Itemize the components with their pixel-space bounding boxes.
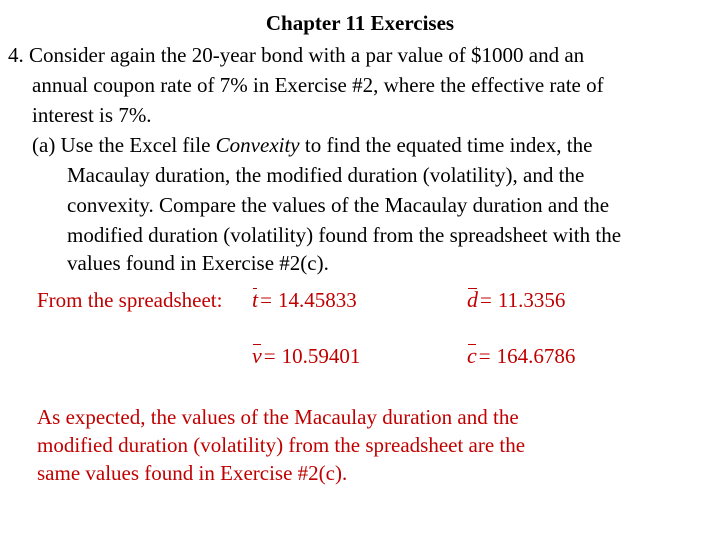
equals-sign: = xyxy=(478,344,491,368)
equals-sign: = xyxy=(260,288,272,312)
d-bar-symbol: d xyxy=(467,287,478,312)
t-bar-symbol: t xyxy=(252,287,259,312)
results-label: From the spreadsheet: xyxy=(37,288,223,312)
part-a-prefix: (a) Use the Excel file xyxy=(32,133,216,157)
part-a-line xyxy=(32,130,592,160)
d-value: 11.3356 xyxy=(497,288,566,312)
t-value: 14.45833 xyxy=(277,288,357,312)
v-bar-symbol: v xyxy=(252,343,262,368)
problem-line: interest is 7%. xyxy=(32,103,152,127)
part-a-suffix: to find the equated time index, the xyxy=(299,133,593,157)
part-a-line: values found in Exercise #2(c). xyxy=(67,251,329,275)
conclusion-line: same values found in Exercise #2(c). xyxy=(37,461,348,485)
macaulay-duration-result xyxy=(467,285,565,315)
conclusion-line: modified duration (volatility) from the spreadsheet are the xyxy=(37,433,526,457)
convexity-file-name: Convexity xyxy=(215,133,300,157)
problem-line: annual coupon rate of 7% in Exercise #2, where the effective rate of xyxy=(32,73,604,97)
page-title: Chapter 11 Exercises xyxy=(265,11,455,35)
c-bar-symbol: c xyxy=(467,343,477,368)
problem-line: 4. Consider again the 20-year bond with a par value of $1000 and an xyxy=(8,43,585,67)
equated-time-result xyxy=(252,285,357,315)
modified-duration-result xyxy=(252,341,360,371)
part-a-line: Macaulay duration, the modified duration (volatility), and the xyxy=(67,163,585,187)
v-value: 10.59401 xyxy=(281,344,361,368)
part-a-line: convexity. Compare the values of the Macaulay duration and the xyxy=(67,193,610,217)
conclusion-line: As expected, the values of the Macaulay duration and the xyxy=(37,405,519,429)
convexity-result xyxy=(467,341,575,371)
part-a-line: modified duration (volatility) found from the spreadsheet with the xyxy=(67,223,622,247)
c-value: 164.6786 xyxy=(496,344,576,368)
equals-sign: = xyxy=(480,288,492,312)
equals-sign: = xyxy=(263,344,276,368)
